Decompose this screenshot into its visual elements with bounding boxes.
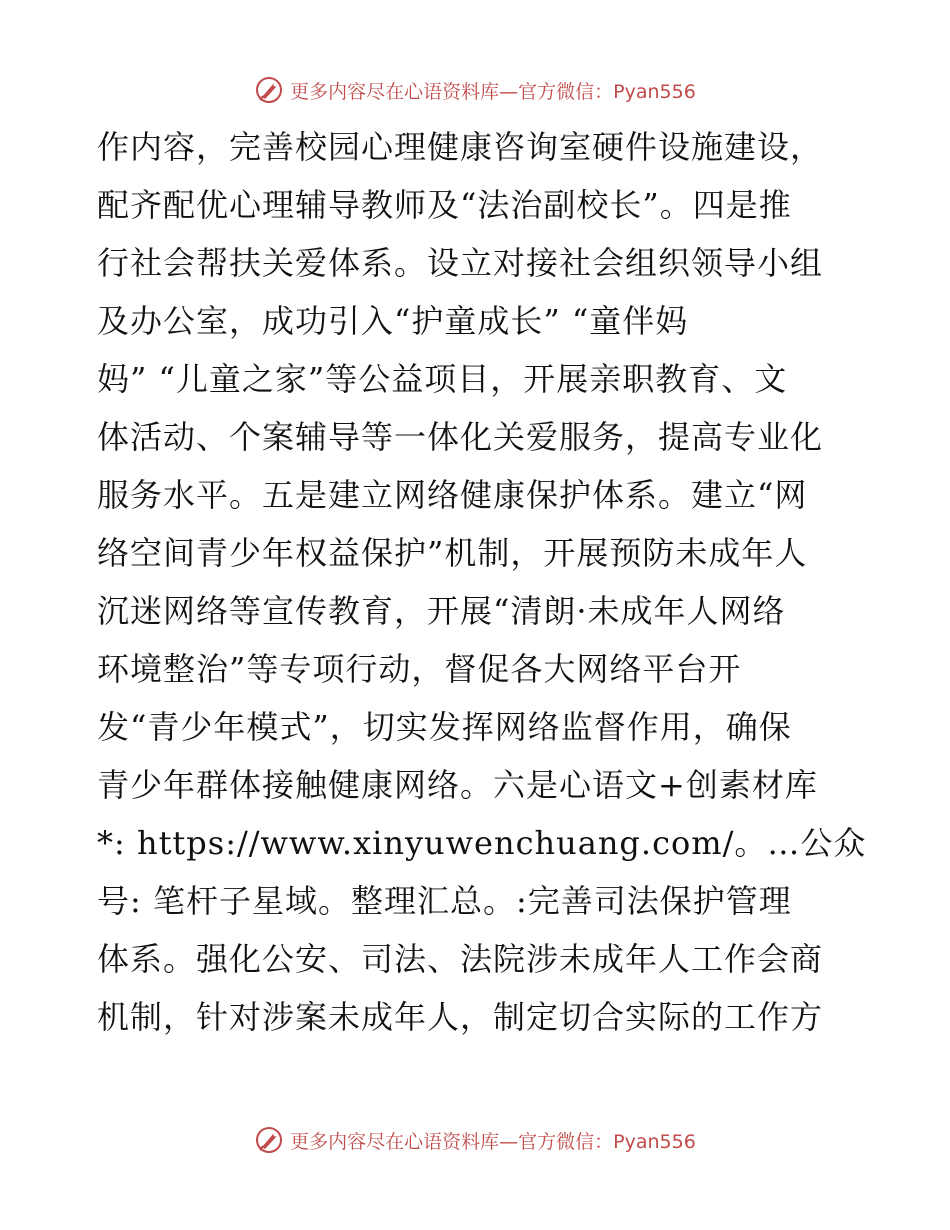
document-body <box>97 118 867 1046</box>
body-line: 作内容，完善校园心理健康咨询室硬件设施建设， <box>97 128 824 166</box>
body-line: 体系。强化公安、司法、法院涉未成年人工作会商 <box>97 940 824 978</box>
header-banner <box>0 70 950 110</box>
body-line: 配齐配优心理辅导教师及“法治副校长”。四是推 <box>97 186 792 224</box>
body-line: 及办公室，成功引入“护童成长” “童伴妈 <box>97 302 689 340</box>
body-line: 服务水平。五是建立网络健康保护体系。建立“网 <box>97 476 808 514</box>
body-line: 体活动、个案辅导等一体化关爱服务，提高专业化 <box>97 418 824 456</box>
body-line: 络空间青少年权益保护”机制，开展预防未成年人 <box>97 534 808 572</box>
footer-banner <box>0 1120 950 1160</box>
header-banner-inner <box>254 75 696 105</box>
header-banner-text: 更多内容尽在心语资料库—官方微信：Pyan556 <box>290 80 696 103</box>
footer-banner-inner <box>254 1125 696 1155</box>
body-line: 号: 笔杆子星域。整理汇总。:完善司法保护管理 <box>97 882 792 920</box>
body-line: 发“青少年模式”，切实发挥网络监督作用，确保 <box>97 708 792 746</box>
body-line: 行社会帮扶关爱体系。设立对接社会组织领导小组 <box>97 244 824 282</box>
body-line: 妈” “儿童之家”等公益项目，开展亲职教育、文 <box>97 360 788 398</box>
body-line: *: https://www.xinyuwenchuang.com/。…公众 <box>97 824 867 862</box>
pen-nib-logo-icon <box>254 75 284 105</box>
body-line: 青少年群体接触健康网络。六是心语文+创素材库 <box>97 766 818 804</box>
pen-nib-logo-icon <box>254 1125 284 1155</box>
body-line: 沉迷网络等宣传教育，开展“清朗·未成年人网络 <box>97 592 786 630</box>
body-line: 环境整治”等专项行动，督促各大网络平台开 <box>97 650 742 688</box>
footer-banner-text: 更多内容尽在心语资料库—官方微信：Pyan556 <box>290 1130 696 1153</box>
body-line: 机制，针对涉案未成年人，制定切合实际的工作方 <box>97 998 824 1036</box>
